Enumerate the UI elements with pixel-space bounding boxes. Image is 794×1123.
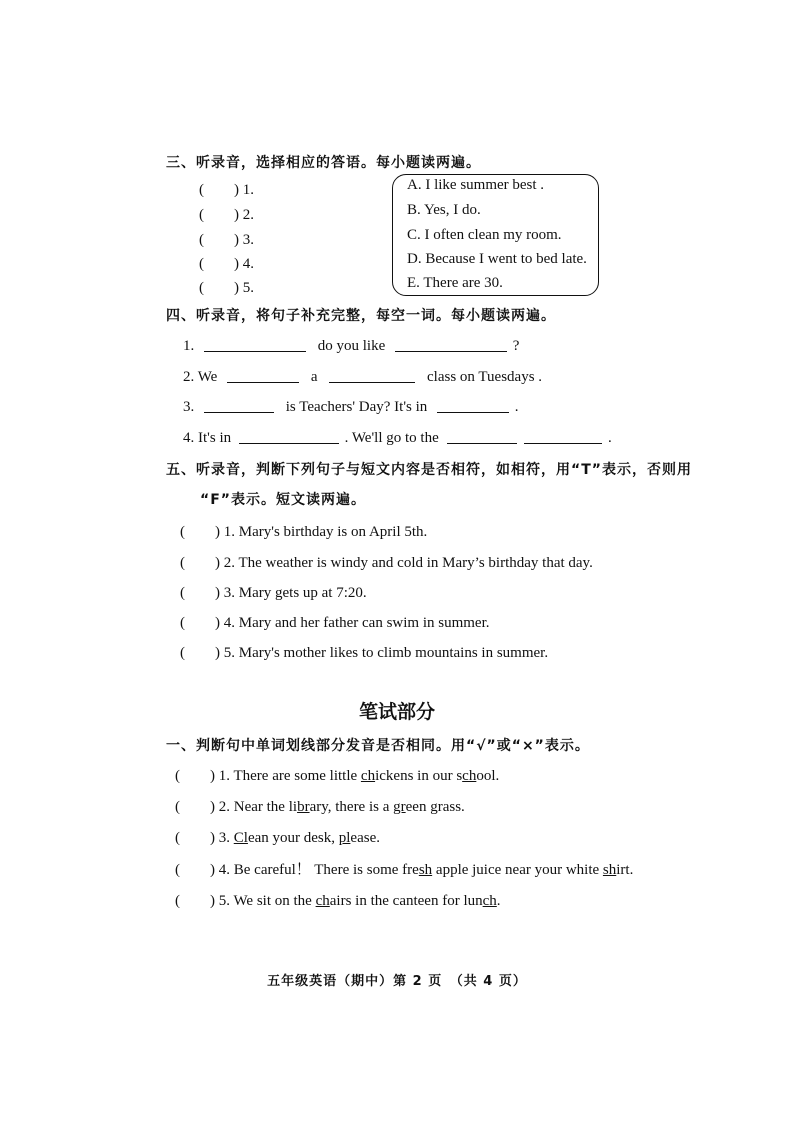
s4-q3-mid: is Teachers' Day? It's in [285,399,428,415]
s3-item-1: ( ) 1. [199,182,254,198]
answer-paren: ( ) [180,585,220,601]
s4-q1-end: ? [512,338,520,354]
underlined-part: br [297,799,310,815]
underlined-part: ch [360,768,376,784]
underlined-part: sh [602,862,617,878]
option-c: C. I often clean my room. [407,227,562,243]
blank [329,367,415,383]
s4-q3 [183,397,519,416]
underlined-part: ch [315,893,330,909]
q-text: 4. Be careful！ There is some fre [218,862,419,878]
answer-paren: ( ) [175,768,215,784]
q-text: 3. [218,830,234,846]
underlined-part: ch [482,893,497,909]
s5-item-1 [180,520,427,541]
s4-q2-start: 2. We [183,369,218,385]
underlined-part: Cl [233,830,248,846]
q-text: 5. We sit on the [218,893,316,909]
blank [447,428,517,444]
blank [524,428,602,444]
section5-title-line2: “F”表示。短文读两遍。 [200,492,366,508]
section3-title: 三、听录音，选择相应的答语。每小题读两遍。 [166,155,481,171]
s4-q4-end: . [608,430,612,446]
w-q4 [175,858,633,879]
written-heading: 笔试部分 [358,701,435,723]
s4-q2 [183,367,542,386]
q-text: airs in the canteen for lun [329,893,483,909]
blank [395,336,507,352]
q-text: ickens in our s [375,768,463,784]
q-text: apple juice near your white [432,862,603,878]
s5-item-text: 3. Mary gets up at 7:20. [223,585,367,601]
option-b: B. Yes, I do. [407,202,481,218]
answer-paren: ( ) [180,555,220,571]
s5-item-text: 5. Mary's mother likes to climb mountains in summer. [223,645,549,661]
s4-q4-mid: . We'll go to the [344,430,439,446]
s4-q1 [183,336,519,355]
underlined-part: ch [462,768,477,784]
answer-paren: ( ) [180,524,220,540]
s4-q2-end: class on Tuesdays . [427,369,543,385]
options-box [392,174,599,296]
s5-item-2 [180,551,593,572]
s5-item-text: 2. The weather is windy and cold in Mary’s birthday that day. [223,555,593,571]
q-text: ease. [350,830,380,846]
answer-paren: ( ) [175,862,215,878]
q-text: 2. Near the li [218,799,298,815]
s4-q3-end: . [514,399,519,415]
s5-item-4 [180,611,490,632]
s5-item-3 [180,581,367,602]
page-footer: 五年级英语（期中）第 2 页 （共 4 页） [267,974,527,989]
q-text: ean your desk, [247,830,339,846]
blank [204,336,306,352]
w-q1 [175,764,499,785]
q-text: 1. There are some little [218,768,361,784]
s4-q4 [183,428,612,447]
answer-paren: ( ) [180,615,220,631]
option-a: A. I like summer best . [407,177,545,193]
option-d: D. Because I went to bed late. [407,251,587,267]
underlined-part: gr [393,799,406,815]
q-text: . [496,893,501,909]
section4-title: 四、听录音，将句子补充完整，每空一词。每小题读两遍。 [166,308,556,324]
s3-item-4: ( ) 4. [199,256,254,272]
q-text: irt. [616,862,634,878]
q-text: ool. [476,768,500,784]
w-q3 [175,826,380,847]
written-section1-title: 一、判断句中单词划线部分发音是否相同。用“√”或“×”表示。 [166,738,590,754]
blank [239,428,339,444]
s4-q4-start: 4. It's in [183,430,232,446]
q-text: een grass. [405,799,465,815]
blank [437,397,509,413]
section5-title-line1: 五、听录音，判断下列句子与短文内容是否相符，如相符，用“T”表示，否则用 [166,462,692,478]
answer-paren: ( ) [175,893,215,909]
s4-q1-num: 1. [183,338,195,354]
s4-q1-mid: do you like [317,338,386,354]
w-q2 [175,795,465,816]
underlined-part: sh [418,862,433,878]
s3-item-5: ( ) 5. [199,280,254,296]
w-q5 [175,889,501,910]
s3-item-3: ( ) 3. [199,232,254,248]
answer-paren: ( ) [175,830,215,846]
answer-paren: ( ) [175,799,215,815]
blank [204,397,274,413]
q-text: ary, there is a [309,799,394,815]
s5-item-text: 1. Mary's birthday is on April 5th. [223,524,428,540]
blank [227,367,299,383]
option-e: E. There are 30. [407,275,503,291]
s5-item-text: 4. Mary and her father can swim in summer. [223,615,490,631]
s4-q3-num: 3. [183,399,195,415]
s5-item-5 [180,641,548,662]
s4-q2-mid: a [310,369,318,385]
underlined-part: pl [338,830,351,846]
s3-item-2: ( ) 2. [199,207,254,223]
answer-paren: ( ) [180,645,220,661]
